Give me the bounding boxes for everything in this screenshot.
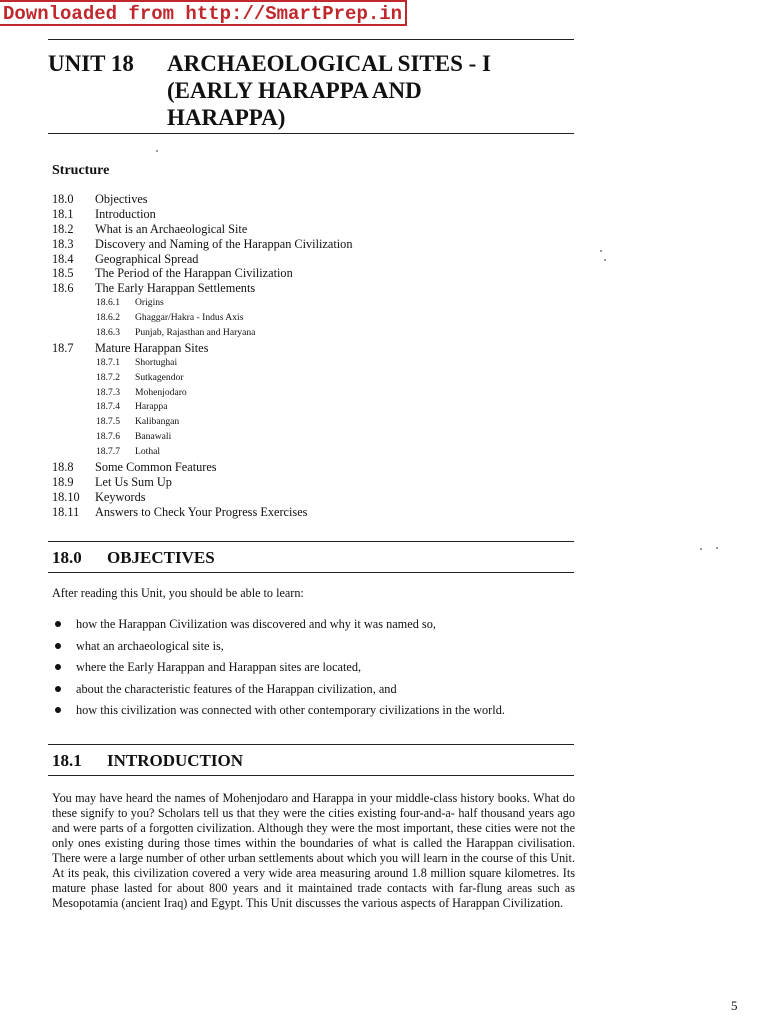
introduction-paragraph: You may have heard the names of Mohenjodaro and Harappa in your middle-class history books. What do these signify to you? Scholars tell us that they were the cities existing four-and-a- half thousand years ago and were parts of a forgotten civilization. Although they were the most important, these cities were not the only ones existing during those times within the boundaries of what is called the Harappan civilisation. There were a large number of other urban settlements about which you will learn in the course of this Unit. At its peak, this civilization covered a very wide area measuring around 1.8 million square kilometres. Its mature phase lasted for about 800 years and it maintained trade contacts with far-flung areas such as Mesopotamia (ancient Iraq) and Egypt. This Unit discusses the various aspects of Harappan Civilization. xyxy=(52,791,575,910)
toc-number: 18.2 xyxy=(52,221,74,236)
scan-speck xyxy=(156,150,158,152)
introduction-top-rule xyxy=(48,744,574,745)
toc-item xyxy=(52,281,572,296)
section-number: 18.0 xyxy=(52,548,82,567)
toc-label: Origins xyxy=(135,297,164,309)
objective-item xyxy=(52,616,582,638)
objectives-list xyxy=(52,616,582,724)
introduction-bottom-rule xyxy=(48,775,574,776)
toc-label: Discovery and Naming of the Harappan Civilization xyxy=(95,236,353,251)
toc-label: Mature Harappan Sites xyxy=(95,340,209,355)
bullet-dot-icon xyxy=(55,643,61,649)
unit-title xyxy=(167,50,567,131)
toc-label: Ghaggar/Hakra - Indus Axis xyxy=(135,312,244,324)
bullet-dot-icon xyxy=(55,707,61,713)
toc-label: The Early Harappan Settlements xyxy=(95,281,256,296)
toc-label: Geographical Spread xyxy=(95,251,199,266)
objective-item xyxy=(52,681,582,703)
toc-item xyxy=(52,490,572,505)
structure-heading: Structure xyxy=(52,163,110,178)
toc-label: Punjab, Rajasthan and Haryana xyxy=(135,327,256,339)
toc-number: 18.6.2 xyxy=(96,312,120,324)
toc-subitem xyxy=(52,415,572,430)
toc-number: 18.3 xyxy=(52,236,74,251)
toc-label: Shortughai xyxy=(135,356,178,368)
section-title: INTRODUCTION xyxy=(107,751,244,770)
toc-subitem xyxy=(52,296,572,311)
toc-item xyxy=(52,266,572,281)
toc-label: The Period of the Harappan Civilization xyxy=(95,266,293,281)
toc-label: Banawali xyxy=(135,431,172,443)
scan-speck xyxy=(700,548,702,550)
objective-text: what an archaeological site is, xyxy=(76,638,224,653)
objective-item xyxy=(52,702,582,724)
objective-text: how the Harappan Civilization was discovered and why it was named so, xyxy=(76,617,436,631)
toc-label: Introduction xyxy=(95,206,156,221)
toc-number: 18.7.3 xyxy=(96,386,120,398)
toc-number: 18.11 xyxy=(52,504,80,519)
toc-label: Sutkagendor xyxy=(135,371,184,383)
unit-title-line: HARAPPA) xyxy=(167,105,286,130)
toc-label: Kalibangan xyxy=(135,416,180,428)
introduction-heading xyxy=(52,751,243,771)
toc-item xyxy=(52,237,572,252)
toc-label: Objectives xyxy=(95,192,148,206)
section-number: 18.1 xyxy=(52,751,82,770)
objective-text: about the characteristic features of the Harappan civilization, and xyxy=(76,681,397,696)
bullet-dot-icon xyxy=(55,621,61,627)
toc-number: 18.5 xyxy=(52,266,74,281)
toc-number: 18.4 xyxy=(52,251,74,266)
toc-number: 18.7.6 xyxy=(96,431,120,443)
objectives-heading xyxy=(52,548,215,568)
toc-item xyxy=(52,475,572,490)
toc-label: Lothal xyxy=(135,446,161,458)
toc-label: What is an Archaeological Site xyxy=(95,221,248,236)
toc-item xyxy=(52,505,572,520)
scan-speck xyxy=(716,547,718,549)
objective-item xyxy=(52,638,582,660)
section-title: OBJECTIVES xyxy=(107,548,215,567)
toc-item xyxy=(52,252,572,267)
toc-label: Let Us Sum Up xyxy=(95,474,172,489)
toc-subitem xyxy=(52,386,572,401)
download-source-banner: Downloaded from http://SmartPrep.in xyxy=(0,0,407,26)
toc-subitem xyxy=(52,371,572,386)
toc-label: Harappa xyxy=(135,401,168,413)
toc-item xyxy=(52,222,572,237)
toc-item xyxy=(52,460,572,475)
toc-number: 18.7 xyxy=(52,340,74,355)
toc-number: 18.9 xyxy=(52,474,74,489)
toc-number: 18.6.3 xyxy=(96,327,120,339)
unit-title-line: ARCHAEOLOGICAL SITES - I xyxy=(167,51,491,76)
toc-number: 18.7.2 xyxy=(96,371,120,383)
objective-text: how this civilization was connected with other contemporary civilizations in the world. xyxy=(76,703,505,718)
toc-subitem xyxy=(52,445,572,460)
toc-subitem xyxy=(52,311,572,326)
toc-number: 18.6 xyxy=(52,281,74,296)
toc-subitem xyxy=(52,356,572,371)
objectives-intro: After reading this Unit, you should be able to learn: xyxy=(52,586,304,600)
toc-number: 18.7.1 xyxy=(96,356,120,368)
toc-item xyxy=(52,207,572,222)
toc-number: 18.7.5 xyxy=(96,416,120,428)
toc-label: Some Common Features xyxy=(95,460,217,475)
objectives-bottom-rule xyxy=(48,572,574,573)
toc-number: 18.8 xyxy=(52,460,74,475)
unit-title-line: (EARLY HARAPPA AND xyxy=(167,78,422,103)
objectives-top-rule xyxy=(48,541,574,542)
table-of-contents xyxy=(52,192,572,520)
toc-number: 18.7.4 xyxy=(96,401,120,413)
scan-speck xyxy=(600,250,602,252)
toc-number: 18.7.7 xyxy=(96,446,120,458)
objective-item xyxy=(52,659,582,681)
toc-subitem xyxy=(52,326,572,341)
unit-number: UNIT 18 xyxy=(48,51,134,76)
toc-number: 18.1 xyxy=(52,206,74,221)
bullet-dot-icon xyxy=(55,686,61,692)
toc-number: 18.10 xyxy=(52,489,80,504)
toc-label: Answers to Check Your Progress Exercises xyxy=(95,504,308,519)
toc-label: Mohenjodaro xyxy=(135,386,187,398)
toc-subitem xyxy=(52,430,572,445)
toc-number: 18.6.1 xyxy=(96,297,120,309)
toc-item xyxy=(52,341,572,356)
toc-number: 18.0 xyxy=(52,192,74,206)
toc-label: Keywords xyxy=(95,489,146,504)
top-rule xyxy=(48,39,574,40)
title-bottom-rule xyxy=(48,133,574,134)
objective-text: where the Early Harappan and Harappan sites are located, xyxy=(76,660,362,675)
page-number: 5 xyxy=(731,998,738,1013)
toc-item xyxy=(52,192,572,207)
bullet-dot-icon xyxy=(55,664,61,670)
scan-speck xyxy=(604,259,606,261)
toc-subitem xyxy=(52,400,572,415)
